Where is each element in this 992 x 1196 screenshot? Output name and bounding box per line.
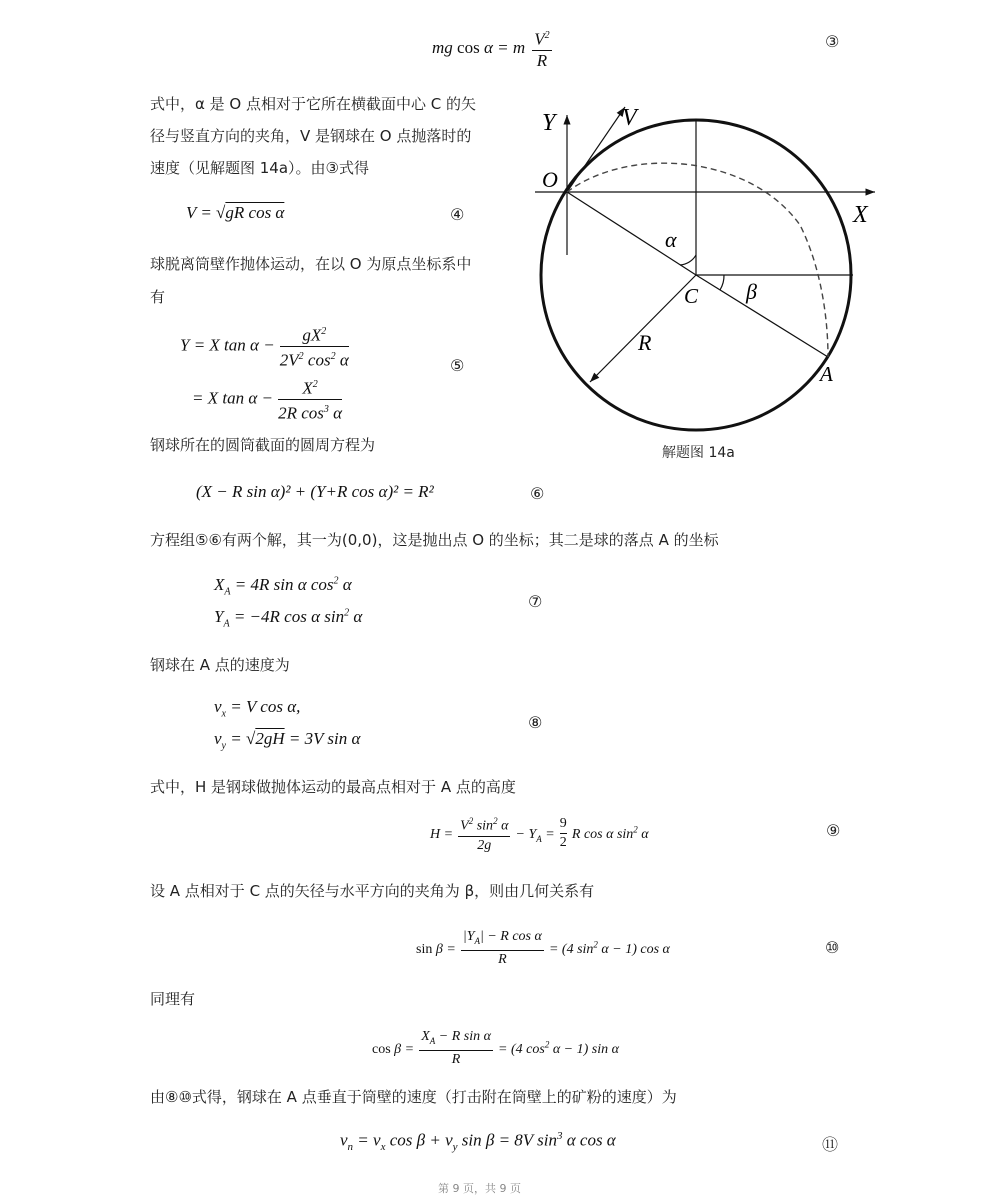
equation-number-6: ⑥: [530, 484, 545, 503]
label-o: O: [542, 167, 558, 192]
velocity-arrow: [567, 107, 625, 192]
paragraph-8: 同理有: [150, 990, 196, 1008]
paragraph-9: 由⑧⑩式得，钢球在 A 点垂直于筒壁的速度（打击附在筒壁上的矿粉的速度）为: [150, 1088, 677, 1106]
equation-7a: $X_A = 4R$ sin α $\cos^2 \alpha$: [214, 575, 352, 598]
radius-ca: [696, 275, 828, 357]
equation-3: mg cos α = m $\frac{V^2}{R}$: [432, 26, 552, 71]
equation-cos-beta: cos β = $\frac{X_A - R \sin \alpha}{R}$ = (4 $\cos^2 \alpha - 1$) sin α: [372, 1029, 619, 1067]
radius-oc: [567, 192, 696, 275]
paragraph-6: 式中，H 是钢球做抛体运动的最高点相对于 A 点的高度: [150, 778, 516, 796]
equation-number-3: ③: [825, 32, 840, 51]
paragraph-4: 方程组⑤⑥有两个解，其一为(0,0)，这是抛出点 O 的坐标；其二是球的落点 A 的坐标: [150, 531, 719, 549]
label-a: A: [820, 362, 833, 386]
page-footer: 第 9 页，共 9 页: [438, 1182, 521, 1195]
figure-caption: 解题图 14a: [662, 445, 735, 461]
paragraph-2-line-1: 球脱离筒壁作抛体运动，在以 O 为原点坐标系中: [150, 255, 472, 273]
equation-6: (X − R sin α)² + (Y+R cos α)² = R²: [196, 482, 434, 501]
equation-9: H = $\frac{V^2 \sin^2 \alpha}{2g}$ − $Y_A$ = $\frac{9}{2}$ R cos α $\sin^2 \alpha$: [430, 812, 649, 855]
paragraph-2-line-2: 有: [150, 288, 166, 306]
beta-arc: [720, 275, 724, 290]
equation-5b: = X tan α − $\frac{X^2}{2R \cos^3 \alpha}$: [192, 375, 342, 423]
alpha-arc: [680, 255, 696, 265]
paragraph-1-line-1: 式中，α 是 O 点相对于它所在横截面中心 C 的矢: [150, 95, 477, 113]
equation-number-10: ⑩: [825, 938, 840, 957]
equation-number-5: ⑤: [450, 356, 465, 375]
equation-8a: $v_x = V$ cos α,: [214, 697, 301, 720]
equation-number-11: ⑪: [822, 1135, 839, 1154]
equation-8b: $v_y = √2gH = 3V$ sin α: [214, 729, 361, 752]
paragraph-3: 钢球所在的圆筒截面的圆周方程为: [150, 436, 376, 454]
paragraph-1-line-3: 速度（见解题图 14a）。由③式得: [150, 159, 369, 177]
label-beta: β: [746, 279, 757, 304]
equation-number-9: ⑨: [826, 821, 841, 840]
equation-5a: Y = X tan α − $\frac{gX^2}{2V^2 \cos^2 \alpha}$: [180, 322, 349, 370]
equation-10: sin β = $\frac{|Y_A| - R \cos \alpha}{R}$ = (4 $\sin^2 \alpha - 1$) cos α: [416, 929, 670, 967]
radius-r-arrow: [590, 275, 696, 382]
label-v: V: [622, 105, 637, 131]
equation-number-7: ⑦: [528, 592, 543, 611]
equation-4: V = √gR cos α: [186, 203, 285, 222]
equation-normal-velocity: $v_n = v_x$ $\cos \beta + v_y$ sin β = 8V $\sin^3 \alpha$ cos α: [340, 1130, 616, 1154]
paragraph-5: 钢球在 A 点的速度为: [150, 656, 290, 674]
paragraph-1-line-2: 径与竖直方向的夹角，V 是钢球在 O 点抛落时的: [150, 127, 472, 145]
label-c: C: [684, 284, 699, 308]
figure-14a: [520, 95, 890, 440]
equation-number-8: ⑧: [528, 713, 543, 732]
equation-number-4: ④: [450, 205, 465, 224]
label-alpha: α: [665, 227, 677, 252]
label-y: Y: [542, 110, 556, 136]
paragraph-7: 设 A 点相对于 C 点的矢径与水平方向的夹角为 β，则由几何关系有: [150, 882, 595, 900]
label-r: R: [638, 330, 652, 355]
equation-7b: $Y_A = -4R$ cos α $\sin^2 \alpha$: [214, 607, 363, 630]
label-x: X: [853, 202, 868, 228]
